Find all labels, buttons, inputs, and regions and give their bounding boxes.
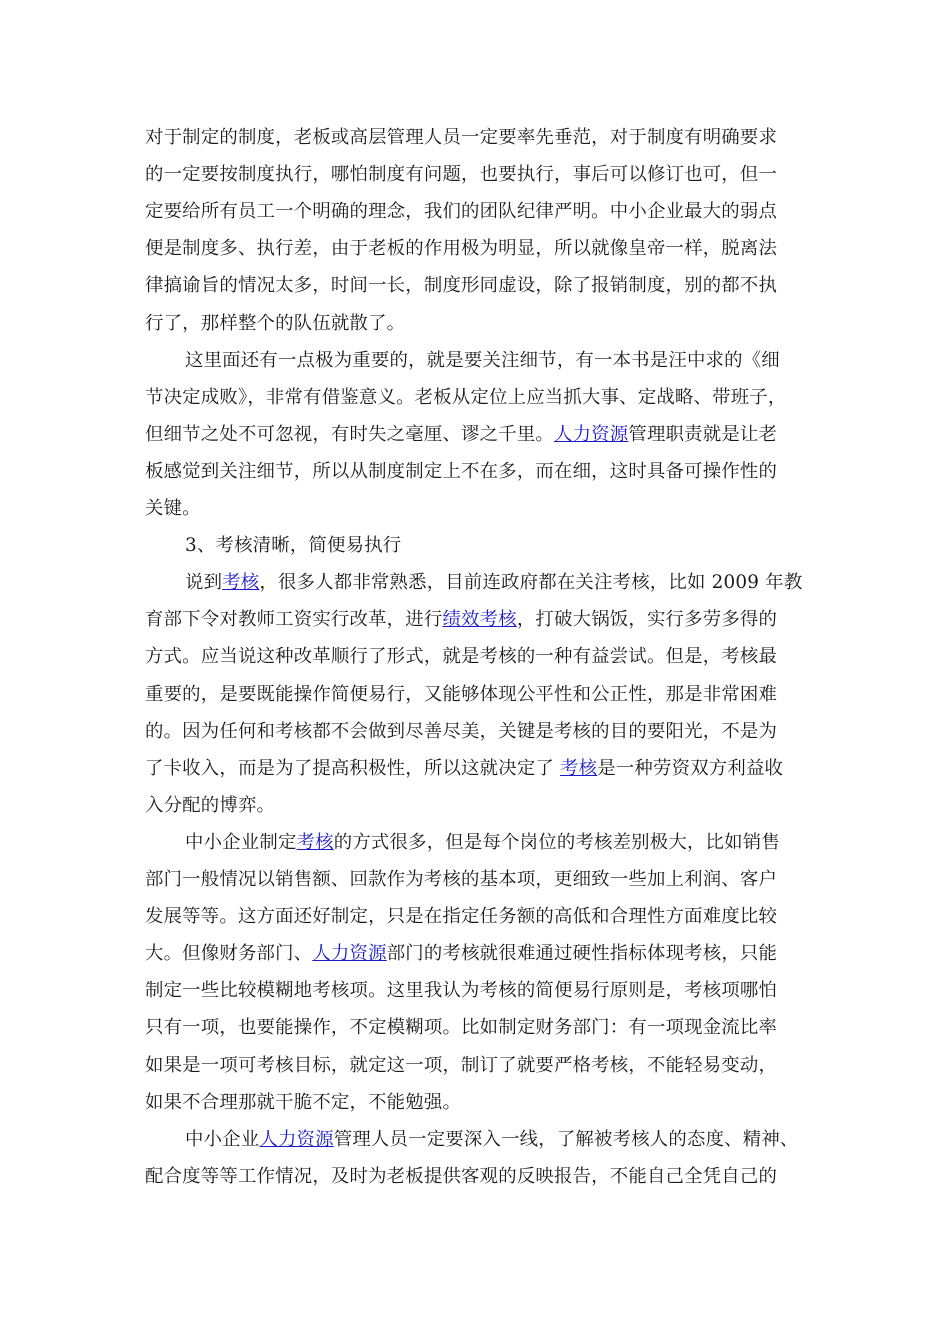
text-run: 大。但像财务部门、	[145, 943, 313, 964]
text-run: 如果不合理那就干脆不定，不能勉强。	[145, 1092, 462, 1113]
text-line	[145, 972, 777, 1009]
text-run: 的方式很多，但是每个岗位的考核差别极大，比如销售	[333, 832, 780, 853]
text-run: 关键。	[145, 498, 201, 519]
text-link[interactable]: 人力资源	[259, 1129, 334, 1150]
text-run: 是一种劳资双方利益收	[597, 758, 784, 779]
text-line	[145, 1158, 777, 1195]
text-line	[145, 638, 777, 675]
text-run: 行了，那样整个的队伍就散了。	[145, 313, 406, 334]
text-run: 律搞谕旨的情况太多，时间一长，制度形同虚设，除了报销制度，别的都不执	[145, 275, 778, 296]
text-line	[145, 713, 777, 750]
text-line	[145, 1009, 777, 1046]
text-run: 制定一些比较模糊地考核项。这里我认为考核的简便易行原则是，考核项哪怕	[145, 980, 778, 1001]
text-run: 发展等等。这方面还好制定，只是在指定任务额的高低和合理性方面难度比较	[145, 906, 778, 927]
text-run: 对于制定的制度，老板或高层管理人员一定要率先垂范，对于制度有明确要求	[145, 127, 778, 148]
text-run: 的一定要按制度执行，哪怕制度有问题，也要执行，事后可以修订也可，但一	[145, 164, 778, 185]
text-run: 管理人员一定要深入一线，了解被考核人的态度、精神、	[333, 1129, 799, 1150]
text-run: ，打破大锅饭，实行多劳多得的	[516, 609, 778, 630]
text-run: 部门一般情况以销售额、回款作为考核的基本项，更细致一些加上利润、客户	[145, 869, 778, 890]
text-link[interactable]: 考核	[560, 758, 598, 779]
text-line	[145, 305, 405, 342]
text-run: 配合度等等工作情况，及时为老板提供客观的反映报告，不能自己全凭自己的	[145, 1166, 778, 1187]
text-run: 方式。应当说这种改革顺行了形式，就是考核的一种有益尝试。但是，考核最	[145, 646, 778, 667]
text-run: 节决定成败》，非常有借鉴意义。老板从定位上应当抓大事、定战略、带班子，	[145, 387, 787, 408]
text-line	[145, 601, 777, 638]
text-run: 定要给所有员工一个明确的理念，我们的团队纪律严明。中小企业最大的弱点	[145, 201, 778, 222]
text-run: 了卡收入，而是为了提高积极性，所以这就决定了	[145, 758, 561, 779]
text-run: 重要的，是要既能操作简便易行，又能够体现公平性和公正性，那是非常困难	[145, 684, 778, 705]
text-line	[145, 1047, 777, 1084]
text-line	[145, 416, 777, 453]
text-line	[145, 156, 777, 193]
text-line	[145, 1084, 461, 1121]
text-run: 中小企业	[185, 1129, 260, 1150]
text-run: 如果是一项可考核目标，就定这一项，制订了就要严格考核，不能轻易变动，	[145, 1055, 778, 1076]
text-run: 便是制度多、执行差，由于老板的作用极为明显，所以就像皇帝一样，脱离法	[145, 238, 778, 259]
text-link[interactable]: 人力资源	[312, 943, 387, 964]
text-run: 入分配的博弈。	[145, 795, 276, 816]
text-run: 这里面还有一点极为重要的，就是要关注细节，有一本书是汪中求的《细	[185, 350, 780, 371]
text-run: 育部下令对教师工资实行改革，进行	[145, 609, 443, 630]
text-link[interactable]: 人力资源	[554, 424, 629, 445]
text-line	[185, 1121, 799, 1158]
text-run: 但细节之处不可忽视，有时失之毫厘、谬之千里。	[145, 424, 554, 445]
text-line	[145, 453, 777, 490]
text-run: 3、考核清晰，简便易执行	[185, 535, 402, 556]
text-line	[185, 527, 401, 564]
text-line	[145, 379, 786, 416]
text-line	[145, 861, 777, 898]
text-run: 说到	[185, 572, 223, 593]
text-line	[145, 935, 777, 972]
text-line	[145, 676, 777, 713]
text-line	[145, 898, 777, 935]
text-link[interactable]: 绩效考核	[442, 609, 517, 630]
text-run: ，很多人都非常熟悉，目前连政府都在关注考核，比如 2009 年教	[259, 572, 803, 593]
text-line	[185, 342, 780, 379]
text-line	[145, 787, 275, 824]
text-line	[145, 750, 783, 787]
text-line	[145, 119, 777, 156]
text-line	[185, 824, 780, 861]
text-run: 只有一项，也要能操作，不定模糊项。比如制定财务部门：有一项现金流比率	[145, 1017, 778, 1038]
text-run: 板感觉到关注细节，所以从制度制定上不在多，而在细，这时具备可操作性的	[145, 461, 778, 482]
text-line	[145, 193, 777, 230]
text-run: 的。因为任何和考核都不会做到尽善尽美，关键是考核的目的要阳光，不是为	[145, 721, 778, 742]
text-line	[145, 267, 777, 304]
text-link[interactable]: 考核	[222, 572, 260, 593]
text-run: 部门的考核就很难通过硬性指标体现考核，只能	[386, 943, 778, 964]
text-link[interactable]: 考核	[296, 832, 334, 853]
text-line	[145, 490, 201, 527]
text-line	[145, 230, 777, 267]
text-line	[185, 564, 802, 601]
text-run: 管理职责就是让老	[628, 424, 778, 445]
text-run: 中小企业制定	[185, 832, 297, 853]
